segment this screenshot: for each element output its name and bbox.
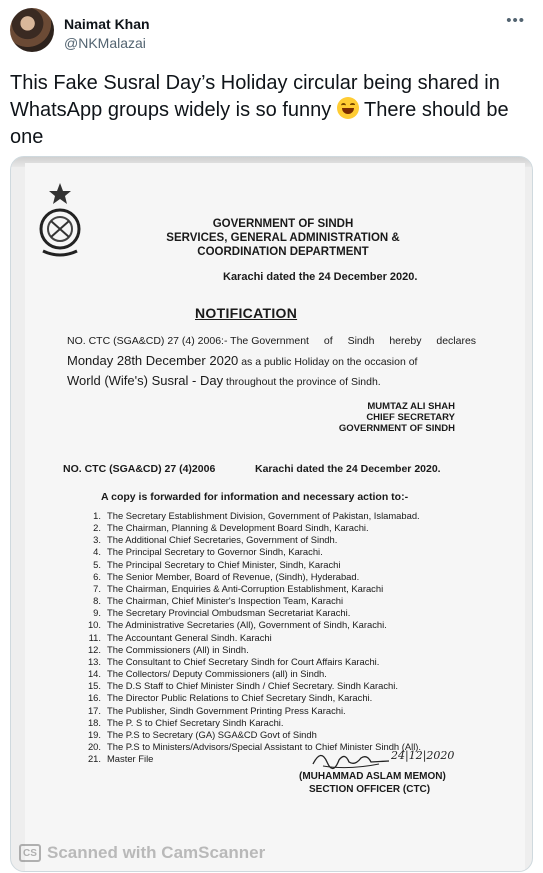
distribution-item-text: The D.S Staff to Chief Minister Sindh / Chief Secretary. Sindh Karachi. <box>107 680 398 692</box>
distribution-item-text: The Chairman, Planning & Development Board Sindh, Karachi. <box>107 522 369 534</box>
document-date: Karachi dated the 24 December 2020. <box>223 271 418 283</box>
distribution-item-number: 21. <box>87 753 101 765</box>
distribution-item <box>79 668 499 680</box>
tweet-text-part1: This Fake Susral Day’s Holiday circular being shared in WhatsApp groups widely is so funny <box>10 72 500 121</box>
gov-title-line1: GOVERNMENT OF SINDH <box>212 218 354 230</box>
body-line-1-rest: Government of Sindh hereby declares <box>251 335 477 347</box>
holiday-name: World (Wife's) Susral - Day <box>67 373 224 388</box>
distribution-item-text: The Publisher, Sindh Government Printing Press Karachi. <box>107 704 346 716</box>
distribution-item <box>79 559 499 571</box>
distribution-item <box>79 583 499 595</box>
distribution-item-number: 2. <box>93 522 101 534</box>
distribution-item-number: 19. <box>87 728 101 740</box>
distribution-item <box>79 632 499 644</box>
handwritten-date: 24|12|2020 <box>391 749 455 762</box>
distribution-item-number: 15. <box>87 680 101 692</box>
distribution-item-text: The Consultant to Chief Secretary Sindh for Court Affairs Karachi. <box>107 655 380 667</box>
body-line-3 <box>67 373 381 388</box>
distribution-item-text: The Chairman, Enquiries & Anti-Corruption Establishment, Karachi <box>107 582 384 594</box>
distribution-item <box>79 619 499 631</box>
signatory-title: CHIEF SECRETARY <box>366 412 455 423</box>
distribution-item-text: The Director Public Relations to Chief Secretary Sindh, Karachi. <box>107 692 373 704</box>
distribution-item-text: The Senior Member, Board of Revenue, (Sindh), Hyderabad. <box>107 570 360 582</box>
distribution-item-number: 4. <box>93 546 101 558</box>
body-line-1 <box>67 335 476 347</box>
distribution-item <box>79 729 499 741</box>
sindh-government-emblem-icon <box>37 181 83 261</box>
avatar[interactable] <box>10 8 54 52</box>
body-line-2 <box>67 353 417 368</box>
grinning-squinting-face-emoji-icon <box>337 97 359 119</box>
distribution-item <box>79 644 499 656</box>
gov-title-line2: SERVICES, GENERAL ADMINISTRATION & <box>166 232 400 244</box>
distribution-item-text: Master File <box>107 753 154 765</box>
tweet-text <box>10 70 530 151</box>
distribution-item-number: 6. <box>93 570 101 582</box>
camscanner-logo-icon: CS <box>19 844 41 862</box>
holiday-date: Monday 28th December 2020 <box>67 353 239 368</box>
distribution-item-number: 5. <box>93 558 101 570</box>
distribution-item-text: The Principal Secretary to Governor Sindh, Karachi. <box>107 546 323 558</box>
distribution-item-text: The Principal Secretary to Chief Minister, Sindh, Karachi <box>107 558 341 570</box>
distribution-item-text: The P.S to Ministers/Advisors/Special Assistant to Chief Minister Sindh (All). <box>107 740 422 752</box>
tweet-header <box>10 8 533 58</box>
distribution-item <box>79 571 499 583</box>
section-officer-name: (MUHAMMAD ASLAM MEMON) <box>299 771 446 782</box>
body-line-3-rest: throughout the province of Sindh. <box>223 376 381 388</box>
distribution-item <box>79 692 499 704</box>
distribution-item <box>79 705 499 717</box>
signatory-name: MUMTAZ ALI SHAH <box>367 401 455 412</box>
distribution-item <box>79 595 499 607</box>
camscanner-watermark <box>19 843 265 863</box>
distribution-item-number: 17. <box>87 704 101 716</box>
distribution-item-number: 9. <box>93 607 101 619</box>
distribution-item-text: The P. S to Chief Secretary Sindh Karachi. <box>107 716 284 728</box>
distribution-item-number: 10. <box>87 619 101 631</box>
distribution-list <box>79 510 499 765</box>
notification-document <box>25 163 525 872</box>
camscanner-text: Scanned with CamScanner <box>47 843 266 862</box>
tweet-text-part2: There should be one <box>10 99 509 148</box>
author-handle[interactable]: @NKMalazai <box>64 35 146 51</box>
distribution-item-number: 7. <box>93 582 101 594</box>
distribution-item-text: The P.S to Secretary (GA) SGA&CD Govt of Sindh <box>107 728 317 740</box>
distribution-item-text: The Accountant General Sindh. Karachi <box>107 631 272 643</box>
distribution-item-text: The Secretary Establishment Division, Government of Pakistan, Islamabad. <box>107 510 420 521</box>
distribution-item-text: The Administrative Secretaries (All), Government of Sindh, Karachi. <box>107 619 387 631</box>
distribution-item <box>79 510 499 522</box>
reference-number: NO. CTC (SGA&CD) 27 (4)2006 <box>63 463 216 475</box>
distribution-item-number: 3. <box>93 534 101 546</box>
distribution-item <box>79 717 499 729</box>
copy-forwarded-line: A copy is forwarded for information and necessary action to:- <box>101 491 409 503</box>
ellipsis-icon[interactable]: ••• <box>506 12 525 29</box>
distribution-item-number: 8. <box>93 595 101 607</box>
distribution-item-number: 1. <box>93 510 101 521</box>
distribution-item-text: The Secretary Provincial Ombudsman Secretariat Karachi. <box>107 607 351 619</box>
section-officer-title: SECTION OFFICER (CTC) <box>309 784 431 795</box>
distribution-item <box>79 680 499 692</box>
distribution-item <box>79 522 499 534</box>
body-reference: NO. CTC (SGA&CD) 27 (4) 2006:- The <box>67 335 249 347</box>
distribution-item-text: The Collectors/ Deputy Commissioners (all) in Sindh. <box>107 668 327 680</box>
distribution-item-number: 14. <box>87 668 101 680</box>
distribution-item-text: The Additional Chief Secretaries, Government of Sindh. <box>107 534 338 546</box>
signatory-org: GOVERNMENT OF SINDH <box>338 423 455 434</box>
distribution-item-number: 16. <box>87 692 101 704</box>
distribution-item-number: 11. <box>88 631 101 643</box>
distribution-item <box>79 534 499 546</box>
distribution-item-number: 12. <box>87 643 101 655</box>
notification-heading: NOTIFICATION <box>195 305 298 321</box>
author-name[interactable]: Naimat Khan <box>64 16 150 32</box>
chief-secretary-signature-block <box>315 401 455 434</box>
gov-title-line3: COORDINATION DEPARTMENT <box>197 246 369 258</box>
distribution-item <box>79 656 499 668</box>
distribution-item <box>79 546 499 558</box>
distribution-item-number: 18. <box>87 716 101 728</box>
reference-date: Karachi dated the 24 December 2020. <box>255 463 441 475</box>
body-line-2-rest: as a public Holiday on the occasion of <box>238 356 418 368</box>
distribution-item-text: The Chairman, Chief Minister's Inspection Team, Karachi <box>107 595 344 607</box>
distribution-item-number: 13. <box>87 655 101 667</box>
distribution-item-text: The Commissioners (All) in Sindh. <box>107 643 249 655</box>
distribution-item-number: 20. <box>87 740 101 752</box>
tweet-media-image[interactable] <box>10 156 533 872</box>
distribution-item <box>79 607 499 619</box>
